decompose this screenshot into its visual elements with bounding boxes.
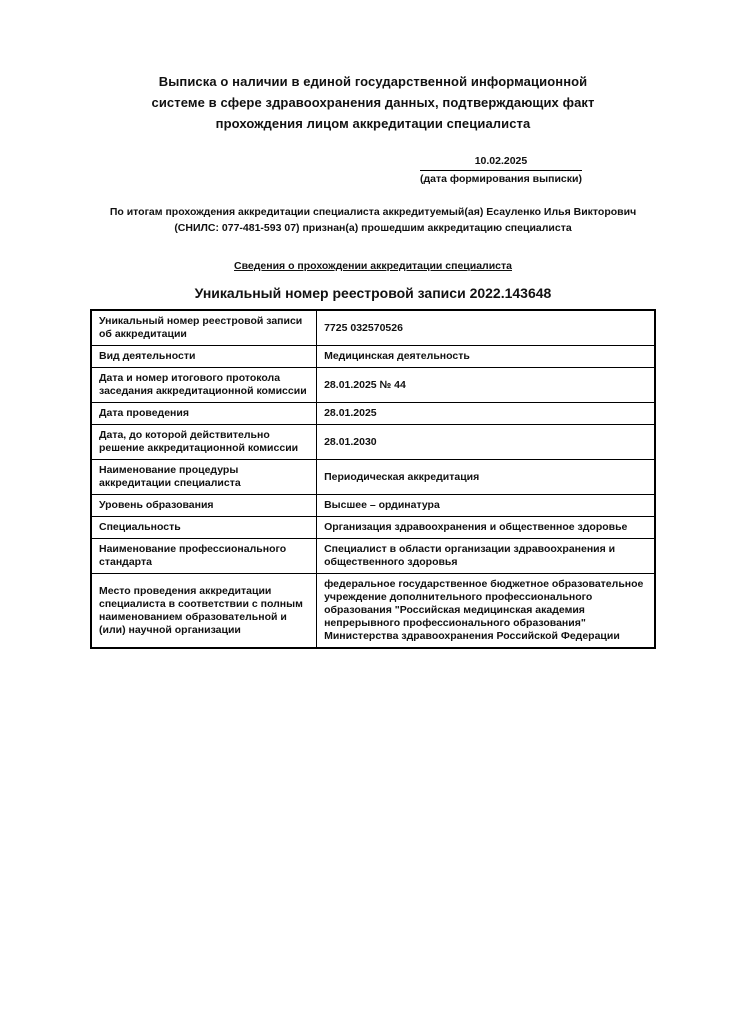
- accreditation-table: [90, 309, 656, 649]
- row-value-cell: Высшее – ординатура: [317, 495, 655, 517]
- row-label-cell: Место проведения аккредитации специалиста в соответствии с полным наименованием образовательной и (или) научной организации: [91, 574, 317, 649]
- row-label-cell: Уровень образования: [91, 495, 317, 517]
- row-label-cell: Дата проведения: [91, 403, 317, 425]
- row-value-cell: Организация здравоохранения и общественное здоровье: [317, 517, 655, 539]
- row-value-cell: 28.01.2025 № 44: [317, 368, 655, 403]
- table-row: [91, 310, 655, 346]
- row-label-cell: Дата, до которой действительно решение аккредитационной комиссии: [91, 425, 317, 460]
- row-value-cell: Медицинская деятельность: [317, 346, 655, 368]
- document-title-line: системе в сфере здравоохранения данных, подтверждающих факт: [151, 95, 595, 110]
- table-row: [91, 368, 655, 403]
- section-heading: Сведения о прохождении аккредитации специалиста: [234, 260, 512, 272]
- intro-paragraph: По итогам прохождения аккредитации специалиста аккредитуемый(ая) Есауленко Илья Викторович (СНИЛС: 077-481-593 07) признан(а) прошедшим аккредитацию специалиста: [109, 206, 637, 234]
- issue-date: 10.02.2025: [420, 155, 582, 171]
- table-row: [91, 517, 655, 539]
- table-row: [91, 495, 655, 517]
- row-value-cell: федеральное государственное бюджетное образовательное учреждение дополнительного профессионального образования "Российская медицинская академия непрерывного профессионального образования" Министерства здравоохранения Российской Федерации: [317, 574, 655, 649]
- table-row: [91, 539, 655, 574]
- row-label-cell: Специальность: [91, 517, 317, 539]
- row-label-cell: Вид деятельности: [91, 346, 317, 368]
- issue-date-block: [420, 155, 582, 186]
- row-label-cell: Уникальный номер реестровой записи об аккредитации: [91, 310, 317, 346]
- row-value-cell: 28.01.2030: [317, 425, 655, 460]
- row-label-cell: Наименование профессионального стандарта: [91, 539, 317, 574]
- table-row: [91, 425, 655, 460]
- issue-date-caption: (дата формирования выписки): [420, 173, 582, 185]
- row-value-cell: 7725 032570526: [317, 310, 655, 346]
- row-label-cell: Наименование процедуры аккредитации специалиста: [91, 460, 317, 495]
- document-title-line: прохождения лицом аккредитации специалиста: [215, 116, 531, 131]
- table-row: [91, 346, 655, 368]
- document-title-line: Выписка о наличии в единой государственной информационной: [158, 74, 588, 89]
- table-row: [91, 574, 655, 649]
- row-value-cell: Периодическая аккредитация: [317, 460, 655, 495]
- document-title: [90, 71, 656, 134]
- table-row: [91, 460, 655, 495]
- registry-number-heading: Уникальный номер реестровой записи 2022.143648: [194, 285, 552, 301]
- table-row: [91, 403, 655, 425]
- row-value-cell: 28.01.2025: [317, 403, 655, 425]
- row-label-cell: Дата и номер итогового протокола заседания аккредитационной комиссии: [91, 368, 317, 403]
- row-value-cell: Специалист в области организации здравоохранения и общественного здоровья: [317, 539, 655, 574]
